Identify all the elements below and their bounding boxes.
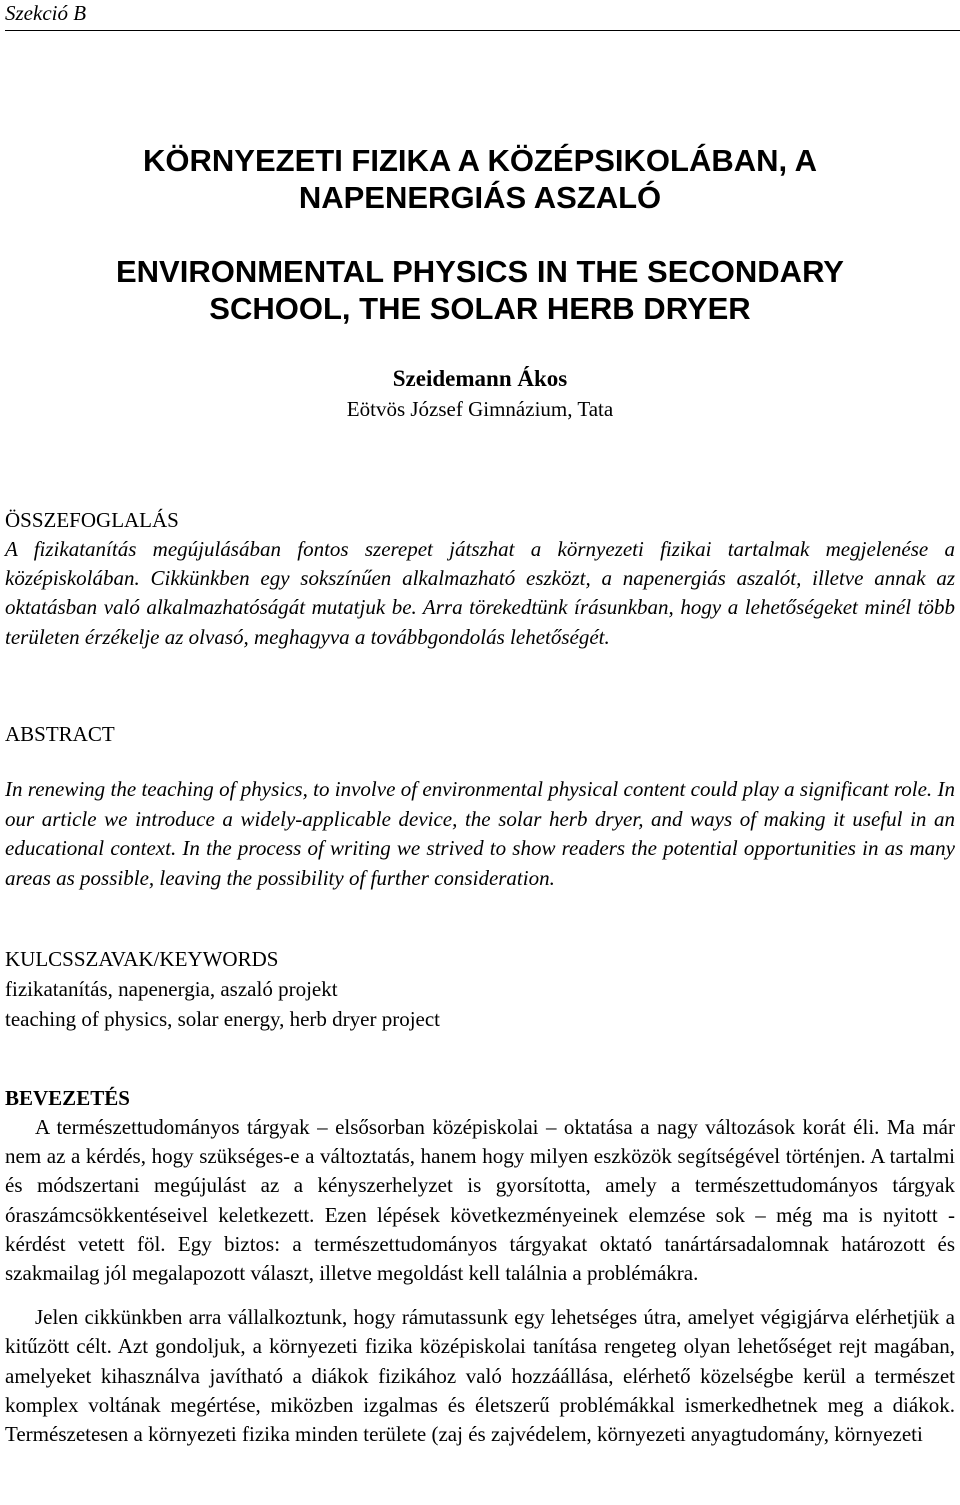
keywords-english: teaching of physics, solar energy, herb dryer project bbox=[5, 1007, 441, 1031]
abstract-section bbox=[5, 720, 955, 749]
running-header bbox=[5, 0, 960, 31]
abstract-body bbox=[5, 775, 955, 893]
title-english: ENVIRONMENTAL PHYSICS IN THE SECONDARY SCHOOL, THE SOLAR HERB DRYER bbox=[115, 254, 844, 326]
keywords-heading: KULCSSZAVAK/KEYWORDS bbox=[5, 947, 279, 971]
summary-heading: ÖSSZEFOGLALÁS bbox=[5, 508, 179, 532]
introduction-section bbox=[5, 1084, 955, 1449]
author-affiliation: Eötvös József Gimnázium, Tata bbox=[346, 397, 614, 421]
keywords-hungarian: fizikatanítás, napenergia, aszaló projekt bbox=[5, 977, 338, 1001]
keywords-section bbox=[5, 944, 955, 1034]
section-label: Szekció B bbox=[5, 1, 87, 25]
abstract-heading: ABSTRACT bbox=[5, 722, 115, 746]
title-hungarian: KÖRNYEZETI FIZIKA A KÖZÉPSIKOLÁBAN, A NAPENERGIÁS ASZALÓ bbox=[143, 143, 817, 215]
introduction-heading: BEVEZETÉS bbox=[5, 1086, 130, 1110]
author-name: Szeidemann Ákos bbox=[392, 366, 568, 391]
summary-section bbox=[5, 506, 955, 652]
abstract-text: In renewing the teaching of physics, to involve of environmental physical content could play a significant role. In our article we introduce a widely-applicable device, the solar herb dryer, and ways of making it useful in an educational context. In the process of writing we strived to show readers the potential opportunities in as many areas as possible, leaving the possibility of further consideration. bbox=[5, 777, 955, 890]
introduction-paragraph-2: Jelen cikkünkben arra vállalkoztunk, hogy rámutassunk egy lehetséges útra, amelyet végigjárva elérhetjük a kitűzött célt. Azt gondoljuk, a környezeti fizika középiskolai tanítása rengeteg olyan lehetőséget rejt magában, amelyeket kihasználva javítható a diákok fizikához való hozzáállása, elérhető közelségbe kerül a természet komplex voltának megértése, miközben izgalmas és életszerű problémákkal ismerkedhetnek meg a diákok. Természetesen a környezeti fizika minden területe (zaj és zajvédelem, környezeti anyagtudomány, környezeti bbox=[5, 1305, 955, 1447]
introduction-paragraph-1: A természettudományos tárgyak – elsősorban középiskolai – oktatása a nagy változások korát éli. Ma már nem az a kérdés, hogy szükséges-e a változtatás, hanem hogy milyen eszközök segítségével történjen. A tartalmi és módszertani megújulást az a kényszerhelyzet is gyorsította, amely a természettudományos tárgyak óraszámcsökkentéseivel keletkezett. Ezen lépések következményeinek elemzése sok – még ma is nyitott - kérdést vetett föl. Egy biztos: a természettudományos tárgyakat oktató tanártársadalomnak határozott és szakmailag jól megalapozott választ, illetve megoldást kell találnia a problémákra. bbox=[5, 1115, 955, 1286]
summary-text: A fizikatanítás megújulásában fontos szerepet játszhat a környezeti fizikai tartalmak megjelenése a középiskolában. Cikkünkben egy sokszínűen alkalmazható eszközt, a napenergiás aszalót, illetve annak az oktatásban való alkalmazhatóságát mutatjuk be. Arra törekedtünk írásunkban, hogy a lehetőségeket minél több területen érzékelje az olvasó, meghagyva a továbbgondolás lehetőségét. bbox=[5, 537, 955, 649]
